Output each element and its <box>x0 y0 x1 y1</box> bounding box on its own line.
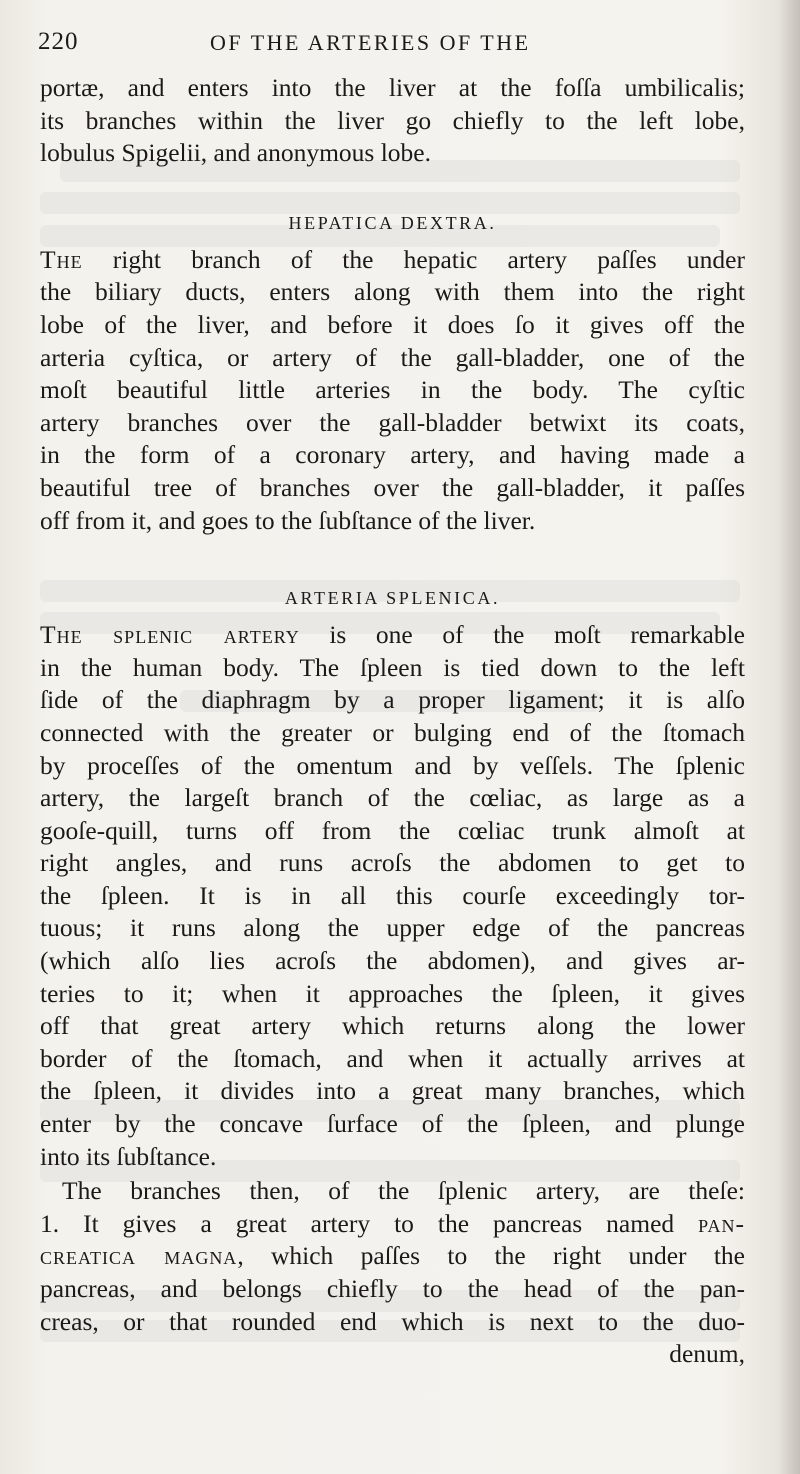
running-head: OF THE ARTERIES OF THE <box>210 30 531 55</box>
text-line: enter by the concave ſurface of the ſpleen, and plunge <box>40 1109 745 1139</box>
body-text <box>40 72 745 1371</box>
text-line: its branches within the liver go chiefly to the left lobe, <box>40 105 745 135</box>
section-heading-splenica: ARTERIA SPLENICA. <box>284 588 501 609</box>
text-line: right angles, and runs acroſs the abdomen to get to <box>40 848 745 878</box>
line-start: 1. It gives a great artery to the pancreas named <box>40 1208 699 1238</box>
text-line: off from it, and goes to the ſubſtance of the liver. <box>40 505 536 535</box>
text-line <box>40 244 745 277</box>
text-line: border of the ſtomach, and when it actually arrives at <box>40 1043 745 1073</box>
text-line: in the form of a coronary artery, and having made a <box>40 440 745 470</box>
page-gutter-shadow <box>778 0 800 1474</box>
section-heading-hepatica: HEPATICA DEXTRA. <box>288 212 497 233</box>
text-line: portæ, and enters into the liver at the foſſa umbilicalis; <box>40 73 745 102</box>
text-line: tuous; it runs along the upper edge of the pancreas <box>40 913 745 943</box>
text-line: The branches then, of the ſplenic artery, are theſe: <box>62 1176 745 1206</box>
text-line: arteria cyſtica, or artery of the gall-bladder, one of the <box>40 342 745 372</box>
spacer <box>40 170 745 208</box>
term-caps: creatica magna <box>40 1241 238 1271</box>
lead-word: The <box>40 244 83 274</box>
text-line: off that great artery which returns along the lower <box>40 1011 745 1041</box>
line-rest: right branch of the hepatic artery paſſes under <box>82 244 745 274</box>
text-line: connected with the greater or bulging end of the ſtomach <box>40 717 745 747</box>
text-line: denum, <box>669 1339 745 1369</box>
line-rest: , which paſſes to the right under the <box>237 1241 745 1271</box>
text-line: the ſpleen. It is in all this courſe exceedingly tor- <box>40 880 745 910</box>
lead-caps: The splenic artery <box>40 620 300 650</box>
text-line: moſt beautiful little arteries in the body. The cyſtic <box>40 375 745 405</box>
line-rest: is one of the moſt remarkable <box>299 620 745 650</box>
text-line: lobulus Spigelii, and anonymous lobe. <box>40 138 431 168</box>
text-line: artery branches over the gall-bladder betwixt its coats, <box>40 407 745 437</box>
spacer <box>40 537 745 583</box>
text-line: into its ſubſtance. <box>40 1141 217 1171</box>
text-line <box>40 1208 745 1241</box>
text-line: ſide of the diaphragm by a proper ligament; it is alſo <box>40 685 745 715</box>
text-line: teries to it; when it approaches the ſpleen, it gives <box>40 978 745 1008</box>
text-line: pancreas, and belongs chiefly to the head of the pan- <box>40 1274 745 1303</box>
text-line: beautiful tree of branches over the gall-bladder, it paſſes <box>40 472 745 502</box>
text-line: creas, or that rounded end which is next to the duo- <box>40 1306 745 1336</box>
text-line <box>40 1240 745 1273</box>
text-line: lobe of the liver, and before it does ſo it gives off the <box>40 309 745 339</box>
text-line: gooſe-quill, turns off from the cœliac trunk almoſt at <box>40 815 745 845</box>
page-header <box>38 28 758 58</box>
page-number: 220 <box>38 28 79 55</box>
text-line: (which alſo lies acroſs the abdomen), and gives ar- <box>40 946 745 976</box>
term-caps: pan- <box>698 1208 745 1238</box>
text-line: the ſpleen, it divides into a great many branches, which <box>40 1076 745 1106</box>
text-line: by proceſſes of the omentum and by veſſels. The ſplenic <box>40 750 745 780</box>
text-line: artery, the largeſt branch of the cœliac, as large as a <box>40 783 745 813</box>
text-line: in the human body. The ſpleen is tied down to the left <box>40 652 745 682</box>
text-line: the biliary ducts, enters along with them into the right <box>40 277 745 307</box>
text-line <box>40 619 745 652</box>
